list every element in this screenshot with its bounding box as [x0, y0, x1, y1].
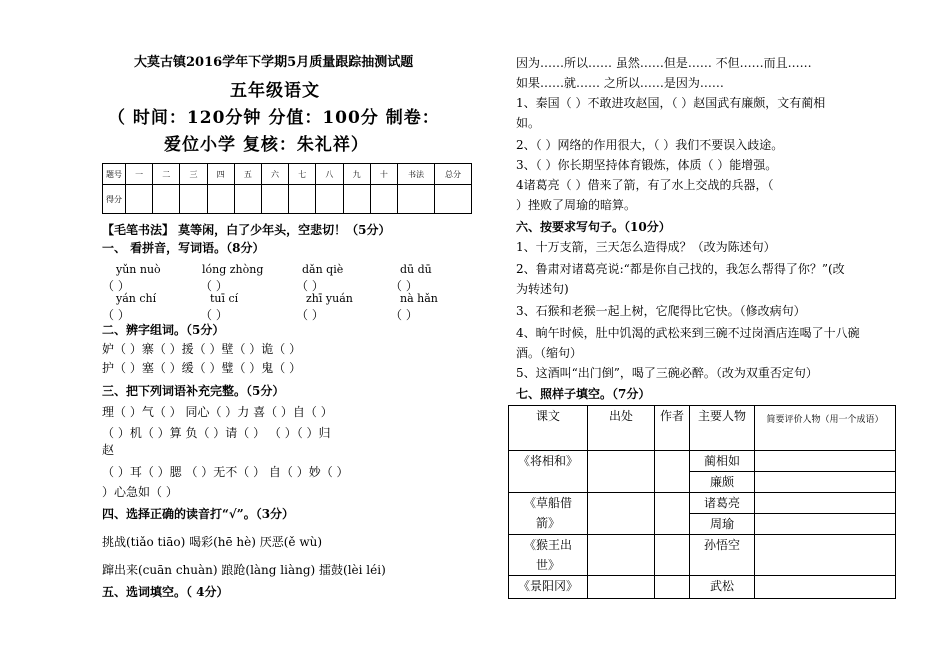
word-choices: 因为……所以…… 虽然……但是…… 不但……而且…… [516, 56, 812, 70]
score-cell[interactable] [316, 185, 343, 214]
score-cell[interactable] [207, 185, 234, 214]
section-5-question: 如。 [516, 116, 541, 130]
score-col: 七 [289, 164, 316, 185]
section-3-row: 赵 [102, 443, 115, 457]
answer-cell[interactable] [588, 493, 655, 535]
score-cell[interactable] [234, 185, 261, 214]
score-col: 总分 [435, 164, 472, 185]
score-cell[interactable] [261, 185, 288, 214]
pinyin: yán chí [116, 292, 157, 305]
pinyin: nà hǎn [400, 292, 438, 305]
table-row-person: 孙悟空 [690, 535, 755, 576]
answer-cell[interactable] [755, 535, 896, 576]
section-6-question: 酒。（缩句） [516, 346, 583, 360]
table-header: 课文 [509, 406, 588, 451]
section-3-row: （ ）耳（ ）腮 （ ）无不（ ） 自（ ）妙（ ） [102, 465, 349, 479]
score-cell[interactable] [180, 185, 207, 214]
section-6-question: 为转述句) [516, 282, 569, 296]
score-cell[interactable] [398, 185, 435, 214]
section-5-title: 五、选词填空。（ 4分） [102, 585, 229, 599]
answer-blank[interactable]: （ ） [390, 279, 418, 293]
table-row-text: 《猴王出世》 [509, 535, 588, 576]
score-cell[interactable] [126, 185, 153, 214]
table-row-text: 《将相和》 [509, 451, 588, 493]
section-3-title: 三、把下列词语补充完整。（5分） [102, 384, 285, 398]
exam-meta-authors: 爱位小学 复核：朱礼祥） [164, 135, 369, 155]
answer-cell[interactable] [655, 493, 690, 535]
pinyin: zhī yuán [306, 292, 353, 305]
table-header: 作者 [655, 406, 690, 451]
exam-meta: （ 时间：120分钟 分值：100分 制卷： [108, 108, 440, 128]
section-4-row: 蹿出来(cuān chuàn) 踉跄(làng liàng) 擂鼓(lèi léi) [102, 563, 386, 577]
answer-blank[interactable]: （ ） [296, 279, 324, 293]
section-6-question: 5、这酒叫“出门倒”，喝了三碗必醉。（改为双重否定句） [516, 366, 818, 380]
score-cell[interactable] [370, 185, 397, 214]
section-3-row: 理（ ）气（ ） 同心（ ）力 喜（ ）自（ ） [102, 405, 333, 419]
table-row-person: 周瑜 [690, 514, 755, 535]
answer-cell[interactable] [588, 535, 655, 576]
answer-cell[interactable] [755, 472, 896, 493]
table-row-person: 诸葛亮 [690, 493, 755, 514]
answer-blank[interactable]: （ ） [102, 279, 130, 293]
answer-cell[interactable] [588, 451, 655, 493]
section-2-row: 妒（ ）寨（ ）援（ ）壁（ ）诡（ ） [102, 342, 302, 356]
score-cell[interactable] [343, 185, 370, 214]
table-row-person: 廉颇 [690, 472, 755, 493]
score-col: 四 [207, 164, 234, 185]
section-6-question: 4、晌午时候，肚中饥渴的武松来到三碗不过岗酒店连喝了十八碗 [516, 326, 860, 340]
pinyin: tuī cí [210, 292, 239, 305]
table-header: 简要评价人物（用一个成语） [755, 406, 896, 451]
section-2-row: 护（ ）塞（ ）缓（ ）璧（ ）鬼（ ） [102, 361, 302, 375]
calligraphy-line: 【毛笔书法】 莫等闲，白了少年头，空悲切！（5分） [102, 223, 391, 237]
answer-blank[interactable]: （ ） [390, 308, 418, 322]
table-row-text: 《草船借箭》 [509, 493, 588, 535]
exam-title: 大莫古镇2016学年下学期5月质量跟踪抽测试题 [134, 55, 414, 70]
table-row-person: 武松 [690, 576, 755, 599]
section-2-title: 二、辨字组词。（5分） [102, 323, 225, 337]
answer-blank[interactable]: （ ） [296, 308, 324, 322]
score-col: 六 [261, 164, 288, 185]
section-1-title: 一、 看拼音，写词语。（8分） [102, 241, 265, 255]
score-col: 书法 [398, 164, 435, 185]
score-col: 一 [126, 164, 153, 185]
answer-cell[interactable] [755, 493, 896, 514]
answer-cell[interactable] [588, 576, 655, 599]
answer-cell[interactable] [655, 451, 690, 493]
score-cell[interactable] [153, 185, 180, 214]
score-table [102, 163, 472, 214]
section-5-question: 3、（ ）你长期坚持体育锻炼，体质（ ）能增强。 [516, 158, 778, 172]
character-table [508, 405, 896, 599]
section-5-question: 1、秦国（ ）不敢进攻赵国，（ ）赵国武有廉颇，文有蔺相 [516, 96, 826, 110]
table-row-text: 《景阳冈》 [509, 576, 588, 599]
word-choices: 如果……就…… 之所以……是因为…… [516, 76, 724, 90]
answer-cell[interactable] [655, 576, 690, 599]
score-cell[interactable] [435, 185, 472, 214]
table-header: 主要人物 [690, 406, 755, 451]
subject-title: 五年级语文 [230, 81, 320, 101]
answer-cell[interactable] [755, 514, 896, 535]
score-col: 十 [370, 164, 397, 185]
table-row-person: 蔺相如 [690, 451, 755, 472]
section-5-question: 2、（ ）网络的作用很大，（ ）我们不要误入歧途。 [516, 138, 784, 152]
answer-blank[interactable]: （ ） [102, 308, 130, 322]
section-3-row: ）心急如（ ） [102, 485, 178, 499]
score-col: 二 [153, 164, 180, 185]
pinyin: dǎn qiè [302, 263, 344, 276]
table-header: 出处 [588, 406, 655, 451]
pinyin: lóng zhòng [202, 263, 264, 276]
score-col: 三 [180, 164, 207, 185]
score-col: 九 [343, 164, 370, 185]
answer-cell[interactable] [655, 535, 690, 576]
score-label-number: 题号 [103, 164, 126, 185]
score-label-points: 得分 [103, 185, 126, 214]
section-3-row: （ ）机（ ）算 负（ ）请（ ） （ ）（ ）归 [102, 426, 331, 440]
section-6-question: 2、鲁肃对诸葛亮说:“都是你自己找的，我怎么帮得了你？”(改 [516, 262, 845, 276]
section-5-question: 4诸葛亮（ ）借来了箭，有了水上交战的兵器，（ [516, 178, 774, 192]
answer-blank[interactable]: （ ） [200, 279, 228, 293]
pinyin: dū dū [400, 263, 432, 276]
score-col: 八 [316, 164, 343, 185]
section-6-title: 六、按要求写句子。（10分） [516, 220, 671, 234]
pinyin: yǔn nuò [116, 263, 161, 276]
answer-cell[interactable] [755, 451, 896, 472]
section-6-question: 3、石猴和老猴一起上树，它爬得比它快。（修改病句） [516, 304, 806, 318]
score-cell[interactable] [289, 185, 316, 214]
answer-cell[interactable] [755, 576, 896, 599]
section-6-question: 1、十万支箭，三天怎么造得成？（改为陈述句） [516, 240, 776, 254]
answer-blank[interactable]: （ ） [200, 308, 228, 322]
section-7-title: 七、照样子填空。（7分） [516, 387, 651, 401]
section-4-row: 挑战(tiǎo tiāo) 喝彩(hē hè) 厌恶(ě wù) [102, 535, 323, 549]
score-col: 五 [234, 164, 261, 185]
section-4-title: 四、选择正确的读音打“√”。（3分） [102, 507, 295, 521]
section-5-question: ）挫败了周瑜的暗算。 [516, 198, 637, 212]
